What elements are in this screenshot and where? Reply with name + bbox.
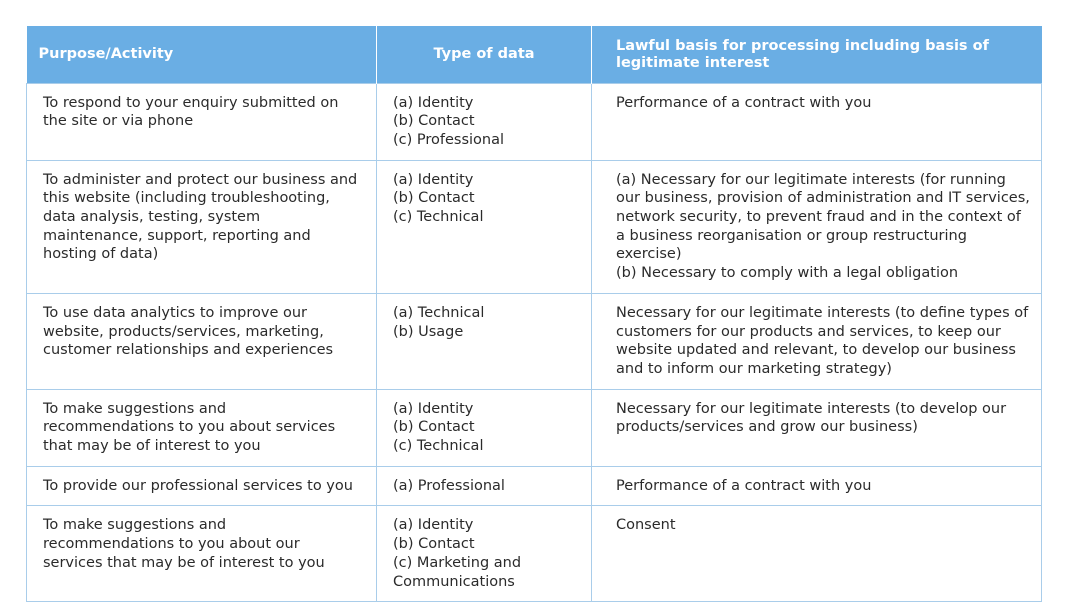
- table-row: [27, 389, 1042, 466]
- lawful-basis-cell: Necessary for our legitimate interests (to define types of customers for our products and services, to keep our website updated and relevant, to develop our business and to inform our marketing strategy): [592, 293, 1042, 389]
- lawful-basis-table-container: [26, 26, 1041, 602]
- table-row: [27, 160, 1042, 293]
- data-type-cell: (a) Technical (b) Usage: [377, 293, 592, 389]
- purpose-cell: To administer and protect our business and this website (including troubleshooting, data analysis, testing, system maintenance, support, reporting and hosting of data): [27, 160, 377, 293]
- purpose-cell: To respond to your enquiry submitted on the site or via phone: [27, 83, 377, 160]
- table-row: [27, 466, 1042, 506]
- lawful-basis-cell: Performance of a contract with you: [592, 466, 1042, 506]
- purpose-cell: To provide our professional services to you: [27, 466, 377, 506]
- lawful-basis-cell: Necessary for our legitimate interests (to develop our products/services and grow our business): [592, 389, 1042, 466]
- data-type-cell: (a) Professional: [377, 466, 592, 506]
- lawful-basis-table: [26, 26, 1042, 602]
- purpose-cell: To make suggestions and recommendations to you about our services that may be of interest to you: [27, 506, 377, 602]
- data-type-cell: (a) Identity (b) Contact (c) Marketing and Communications: [377, 506, 592, 602]
- data-type-cell: (a) Identity (b) Contact (c) Technical: [377, 389, 592, 466]
- data-type-cell: (a) Identity (b) Contact (c) Professional: [377, 83, 592, 160]
- lawful-basis-cell: (a) Necessary for our legitimate interests (for running our business, provision of administration and IT services, network security, to prevent fraud and in the context of a business reorganisation or group restructuring exercise) (b) Necessary to comply with a legal obligation: [592, 160, 1042, 293]
- purpose-cell: To use data analytics to improve our website, products/services, marketing, customer relationships and experiences: [27, 293, 377, 389]
- table-row: [27, 83, 1042, 160]
- header-type-of-data: Type of data: [377, 26, 592, 83]
- table-header-row: [27, 26, 1042, 83]
- table-row: [27, 506, 1042, 602]
- lawful-basis-cell: Consent: [592, 506, 1042, 602]
- purpose-cell: To make suggestions and recommendations to you about services that may be of interest to you: [27, 389, 377, 466]
- lawful-basis-cell: Performance of a contract with you: [592, 83, 1042, 160]
- header-lawful-basis: Lawful basis for processing including basis of legitimate interest: [592, 26, 1042, 83]
- table-row: [27, 293, 1042, 389]
- header-purpose-activity: Purpose/Activity: [27, 26, 377, 83]
- data-type-cell: (a) Identity (b) Contact (c) Technical: [377, 160, 592, 293]
